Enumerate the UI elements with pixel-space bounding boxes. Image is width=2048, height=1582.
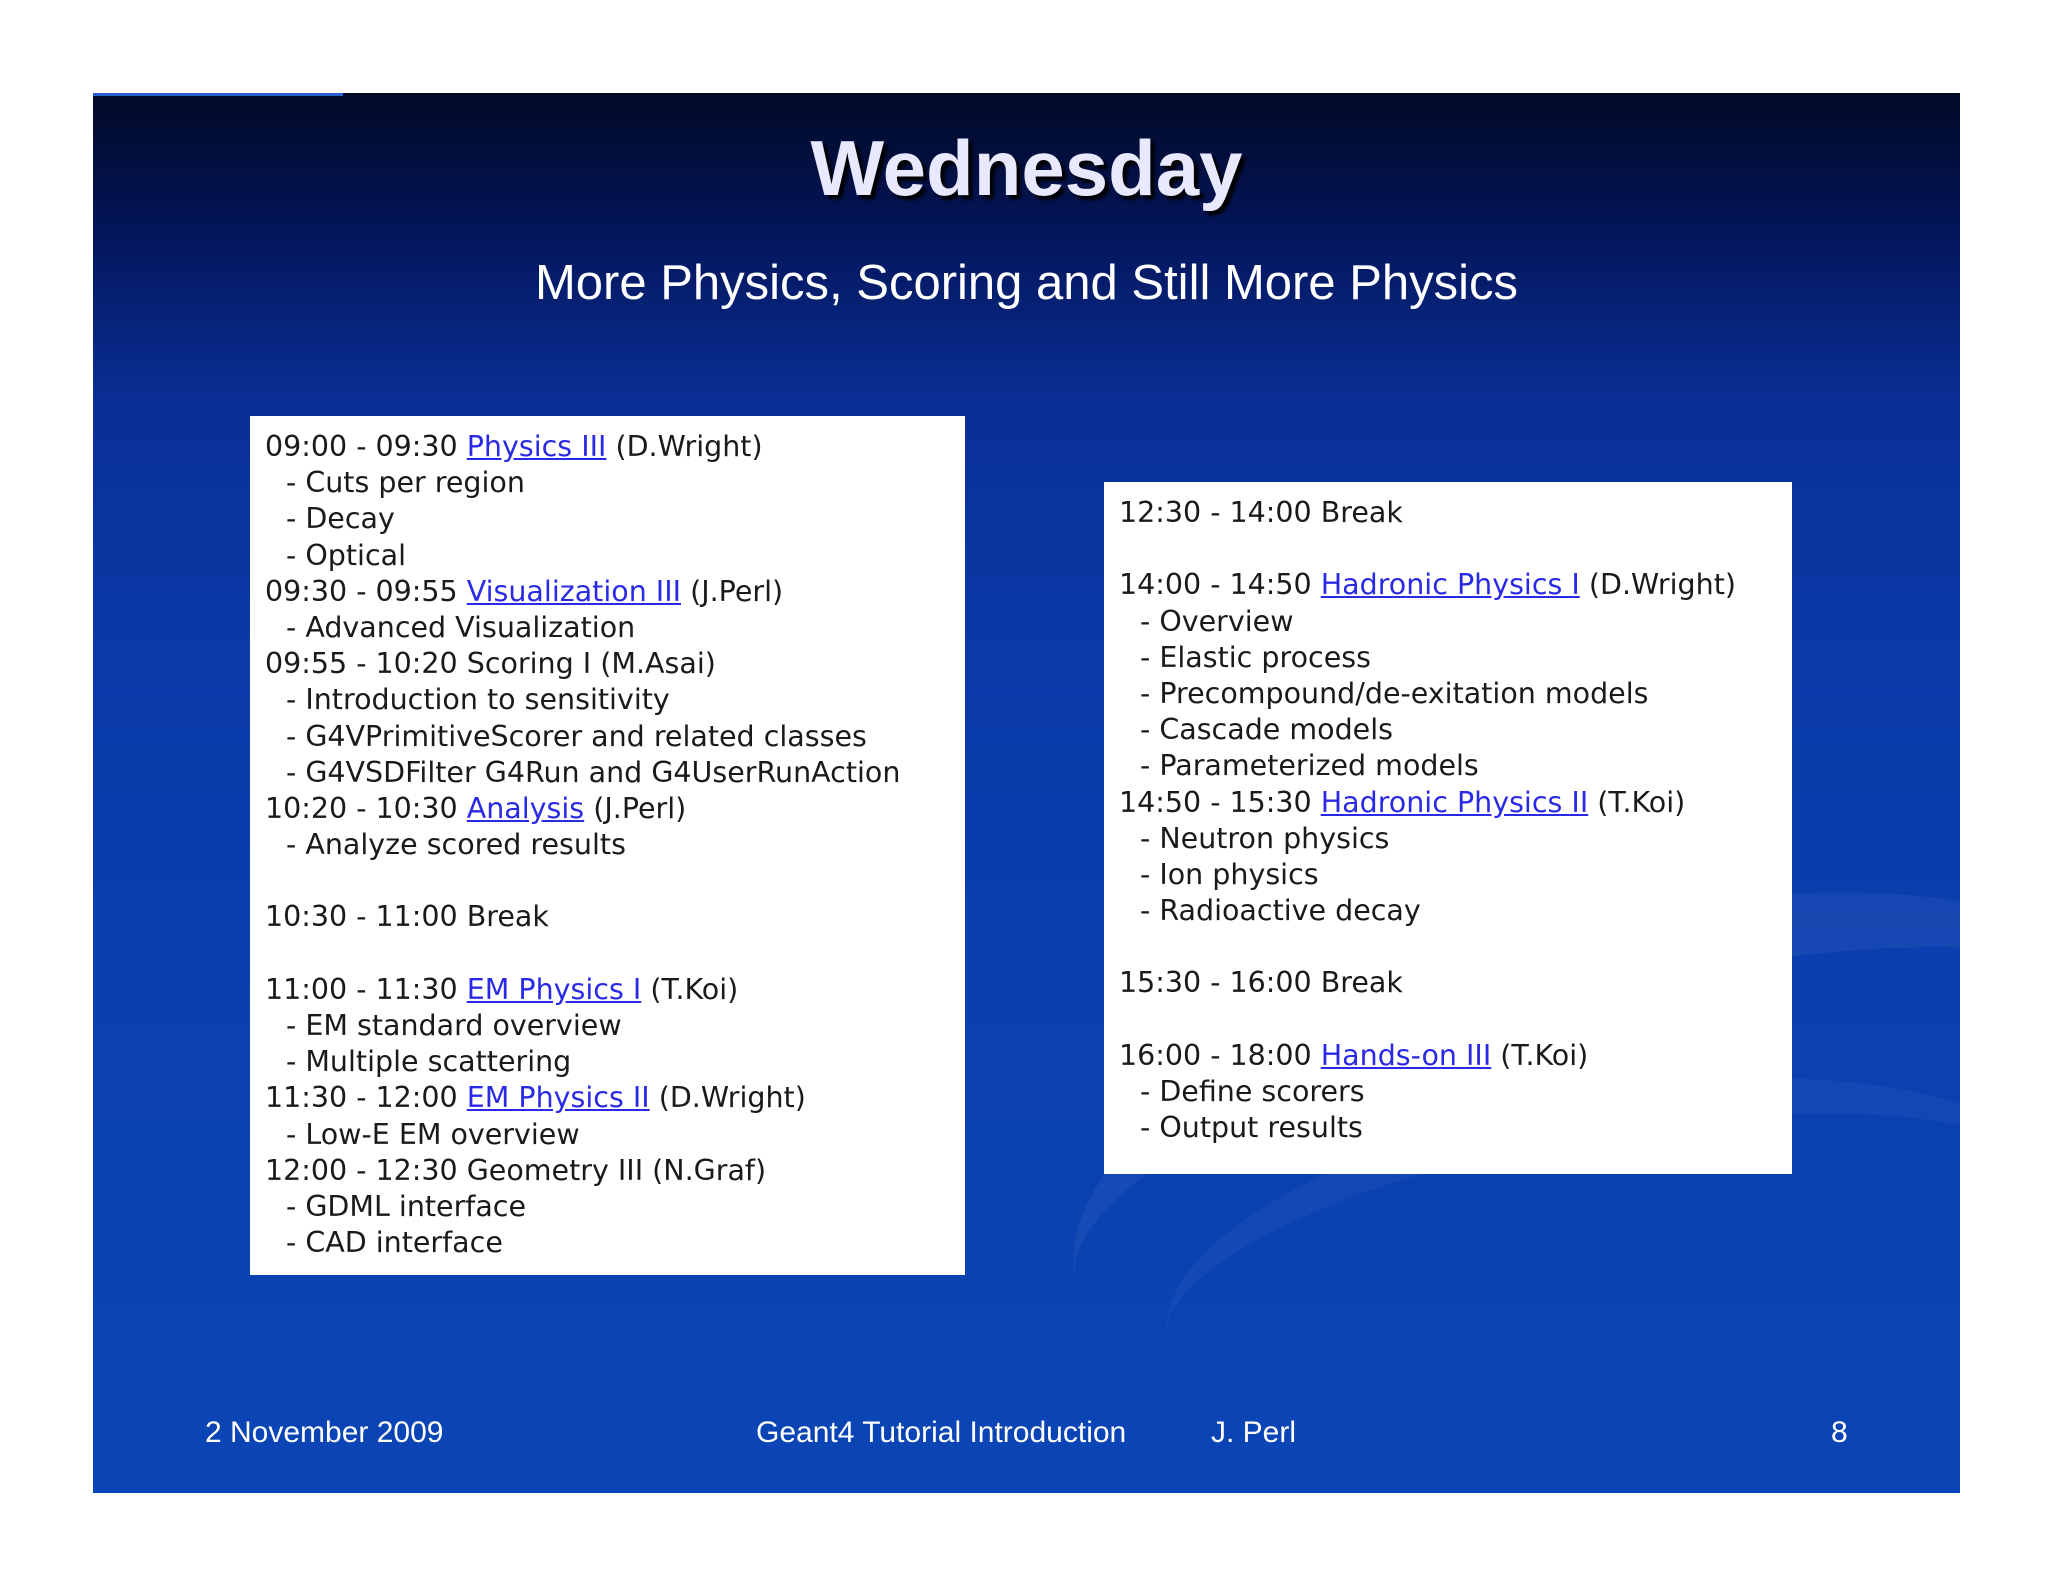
- session-link[interactable]: Hadronic Physics I: [1320, 568, 1580, 602]
- session-link[interactable]: Physics III: [466, 430, 607, 463]
- spacer: [1119, 1002, 1792, 1038]
- topic-item: - Advanced Visualization: [286, 610, 636, 644]
- topic-item: - Output results: [1140, 1111, 1363, 1145]
- session-link[interactable]: Hadronic Physics II: [1320, 785, 1589, 819]
- topic-item: - CAD interface: [286, 1226, 503, 1260]
- session-line: 11:30 - 12:00 EM Physics II (D.Wright): [265, 1081, 806, 1115]
- topic-item: - Parameterized models: [1140, 749, 1479, 783]
- session-line: 14:00 - 14:50 Hadronic Physics I (D.Wright): [1119, 568, 1736, 602]
- break-line: 10:30 - 11:00 Break: [265, 900, 549, 934]
- session-line: 11:00 - 11:30 EM Physics I (T.Koi): [265, 972, 739, 1006]
- session-line: 10:20 - 10:30 Analysis (J.Perl): [265, 791, 687, 825]
- session-link[interactable]: Visualization III: [466, 574, 682, 608]
- session-line: 14:50 - 15:30 Hadronic Physics II (T.Koi): [1119, 785, 1686, 819]
- session-link[interactable]: EM Physics II: [466, 1081, 650, 1115]
- session-link[interactable]: Hands-on III: [1320, 1038, 1492, 1072]
- spacer: [1119, 929, 1792, 965]
- slide-subtitle: More Physics, Scoring and Still More Physics: [534, 256, 1519, 310]
- topic-item: - Neutron physics: [1140, 821, 1390, 855]
- page-number: 8: [1831, 1416, 1848, 1449]
- topic-item: - Analyze scored results: [286, 828, 626, 862]
- slide-title: Wednesday: [810, 124, 1243, 212]
- topic-item: - G4VPrimitiveScorer and related classes: [286, 719, 867, 753]
- topic-item: - Cascade models: [1140, 713, 1393, 747]
- topic-item: - Decay: [286, 502, 395, 536]
- session-link[interactable]: EM Physics I: [466, 972, 642, 1006]
- topic-item: - Optical: [286, 538, 407, 572]
- topic-item: - G4VSDFilter G4Run and G4UserRunAction: [286, 755, 901, 789]
- footer-date: 2 November 2009: [205, 1416, 444, 1449]
- spacer: [1119, 531, 1792, 567]
- topic-item: - Radioactive decay: [1140, 894, 1421, 928]
- topic-item: - Introduction to sensitivity: [286, 683, 670, 717]
- session-line: 09:55 - 10:20 Scoring I (M.Asai): [265, 647, 716, 681]
- topic-item: - Cuts per region: [286, 466, 525, 500]
- break-line: 15:30 - 16:00 Break: [1119, 966, 1403, 1000]
- topic-item: - Multiple scattering: [286, 1045, 572, 1079]
- topic-item: - Overview: [1140, 604, 1294, 638]
- session-line: 16:00 - 18:00 Hands-on III (T.Koi): [1119, 1038, 1589, 1072]
- schedule-panel-morning: [250, 416, 965, 1275]
- topic-item: - GDML interface: [286, 1189, 527, 1223]
- break-line: 12:30 - 14:00 Break: [1119, 496, 1403, 529]
- session-link[interactable]: Analysis: [466, 791, 585, 825]
- session-line: 12:00 - 12:30 Geometry III (N.Graf): [265, 1153, 767, 1187]
- session-line: 09:30 - 09:55 Visualization III (J.Perl): [265, 574, 784, 608]
- topic-item: - Elastic process: [1140, 640, 1371, 674]
- schedule-panel-afternoon: [1104, 482, 1792, 1174]
- topic-item: - Define scorers: [1140, 1075, 1365, 1108]
- footer-title: Geant4 Tutorial Introduction: [756, 1416, 1127, 1449]
- session-line: 09:00 - 09:30 Physics III (D.Wright): [265, 430, 763, 463]
- spacer: [265, 863, 965, 899]
- topic-item: - EM standard overview: [286, 1009, 622, 1042]
- slide: [93, 93, 1960, 1493]
- topic-item: - Precompound/de-exitation models: [1140, 676, 1649, 710]
- footer-author: J. Perl: [1211, 1416, 1297, 1449]
- topic-item: - Ion physics: [1140, 857, 1319, 891]
- spacer: [265, 936, 965, 972]
- topic-item: - Low-E EM overview: [286, 1117, 580, 1151]
